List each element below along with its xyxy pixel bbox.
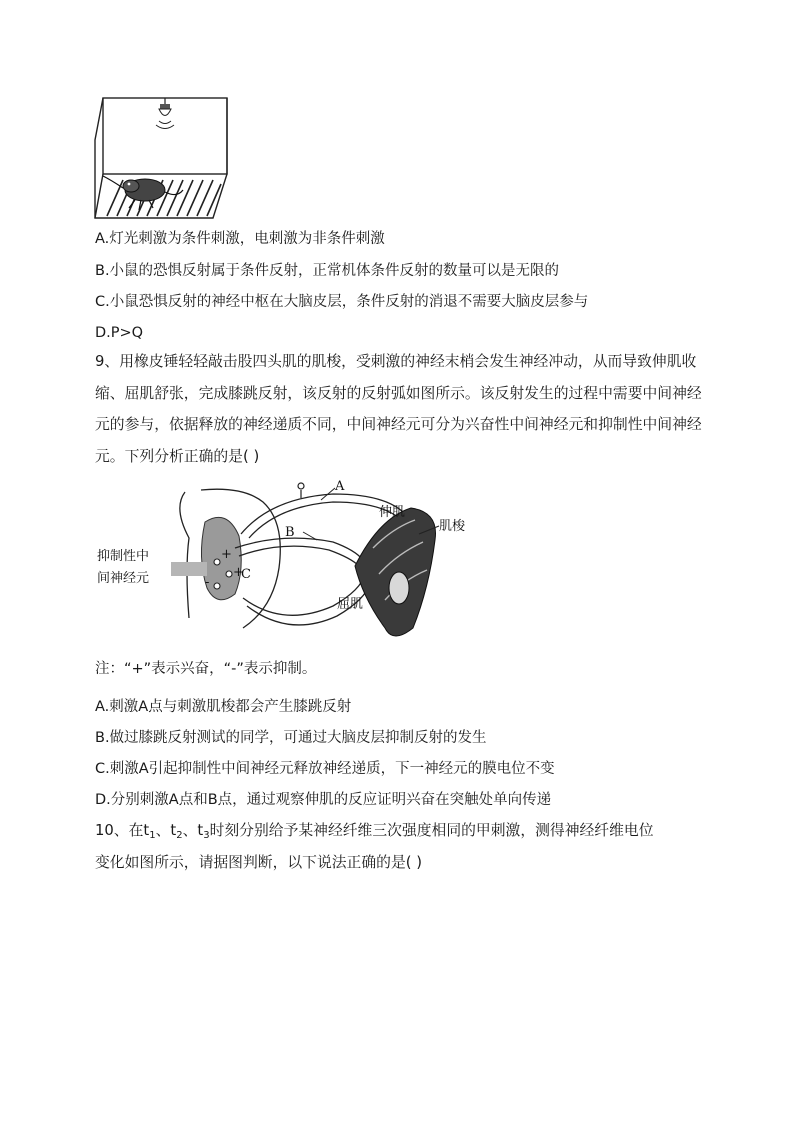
q8-option-a: A.灯光刺激为条件刺激，电刺激为非条件刺激 (95, 231, 385, 247)
label-c: C (241, 567, 251, 582)
muscle-icon (355, 508, 436, 636)
label-extensor: 伸肌 (379, 505, 406, 520)
label-a: A (335, 479, 345, 494)
q9-option-b: B.做过膝跳反射测试的同学，可通过大脑皮层抑制反射的发生 (95, 730, 487, 746)
q10-prefix: 10、在t (95, 822, 150, 839)
sign-plus-2: + (233, 565, 244, 580)
sign-plus-1: + (221, 547, 232, 562)
stimulus-point-a (298, 483, 304, 498)
label-spindle: 肌梭 (439, 519, 466, 534)
q10-sep-2: 、t (182, 822, 204, 839)
lamp-icon (156, 98, 174, 129)
label-flexor: 屈肌 (337, 597, 364, 612)
reflex-arc-diagram (93, 478, 473, 646)
q10-sub-1: 1 (149, 830, 156, 841)
mouse-icon (103, 176, 183, 210)
q8-option-b: B.小鼠的恐惧反射属于条件反射，正常机体条件反射的数量可以是无限的 (95, 263, 560, 279)
q10-sep-1: 、t (155, 822, 177, 839)
label-b: B (285, 525, 295, 540)
q10-sub-3: 3 (203, 830, 210, 841)
label-interneuron-line1: 抑制性中 (97, 549, 150, 564)
q8-option-d: D.P>Q (95, 325, 144, 341)
q10-stem-line2: 变化如图所示，请据图判断，以下说法正确的是( ) (95, 854, 422, 871)
q9-stem: 9、用橡皮锤轻轻敲击股四头肌的肌梭，受刺激的神经末梢会发生神经冲动，从而导致伸肌收缩、屈肌舒张，完成膝跳反射，该反射的反射弧如图所示。该反射发生的过程中需要中间神经元的参与，依据释放的神经递质不同，中间神经元可分为兴奋性中间神经元和抑制性中间神经元。下列分析正确的是( ) (95, 353, 702, 465)
mouse-box-figure (93, 94, 235, 222)
q8-option-c: C.小鼠恐惧反射的神经中枢在大脑皮层，条件反射的消退不需要大脑皮层参与 (95, 294, 589, 310)
interneuron-root (171, 562, 207, 576)
q10-line1-rest: 时刻分别给予某神经纤维三次强度相同的甲刺激，测得神经纤维电位 (209, 822, 654, 839)
label-interneuron-line2: 间神经元 (97, 571, 150, 586)
q9-option-c: C.刺激A引起抑制性中间神经元释放神经递质，下一神经元的膜电位不变 (95, 761, 555, 777)
q9-option-d: D.分别刺激A点和B点，通过观察伸肌的反应证明兴奋在突触处单向传递 (95, 792, 552, 808)
q9-option-a: A.刺激A点与刺激肌梭都会产生膝跳反射 (95, 699, 352, 715)
q10-stem-line1 (95, 821, 654, 846)
sign-minus: - (205, 575, 210, 590)
q10-sub-2: 2 (176, 830, 183, 841)
q9-note: 注：“+”表示兴奋，“-”表示抑制。 (95, 661, 317, 677)
